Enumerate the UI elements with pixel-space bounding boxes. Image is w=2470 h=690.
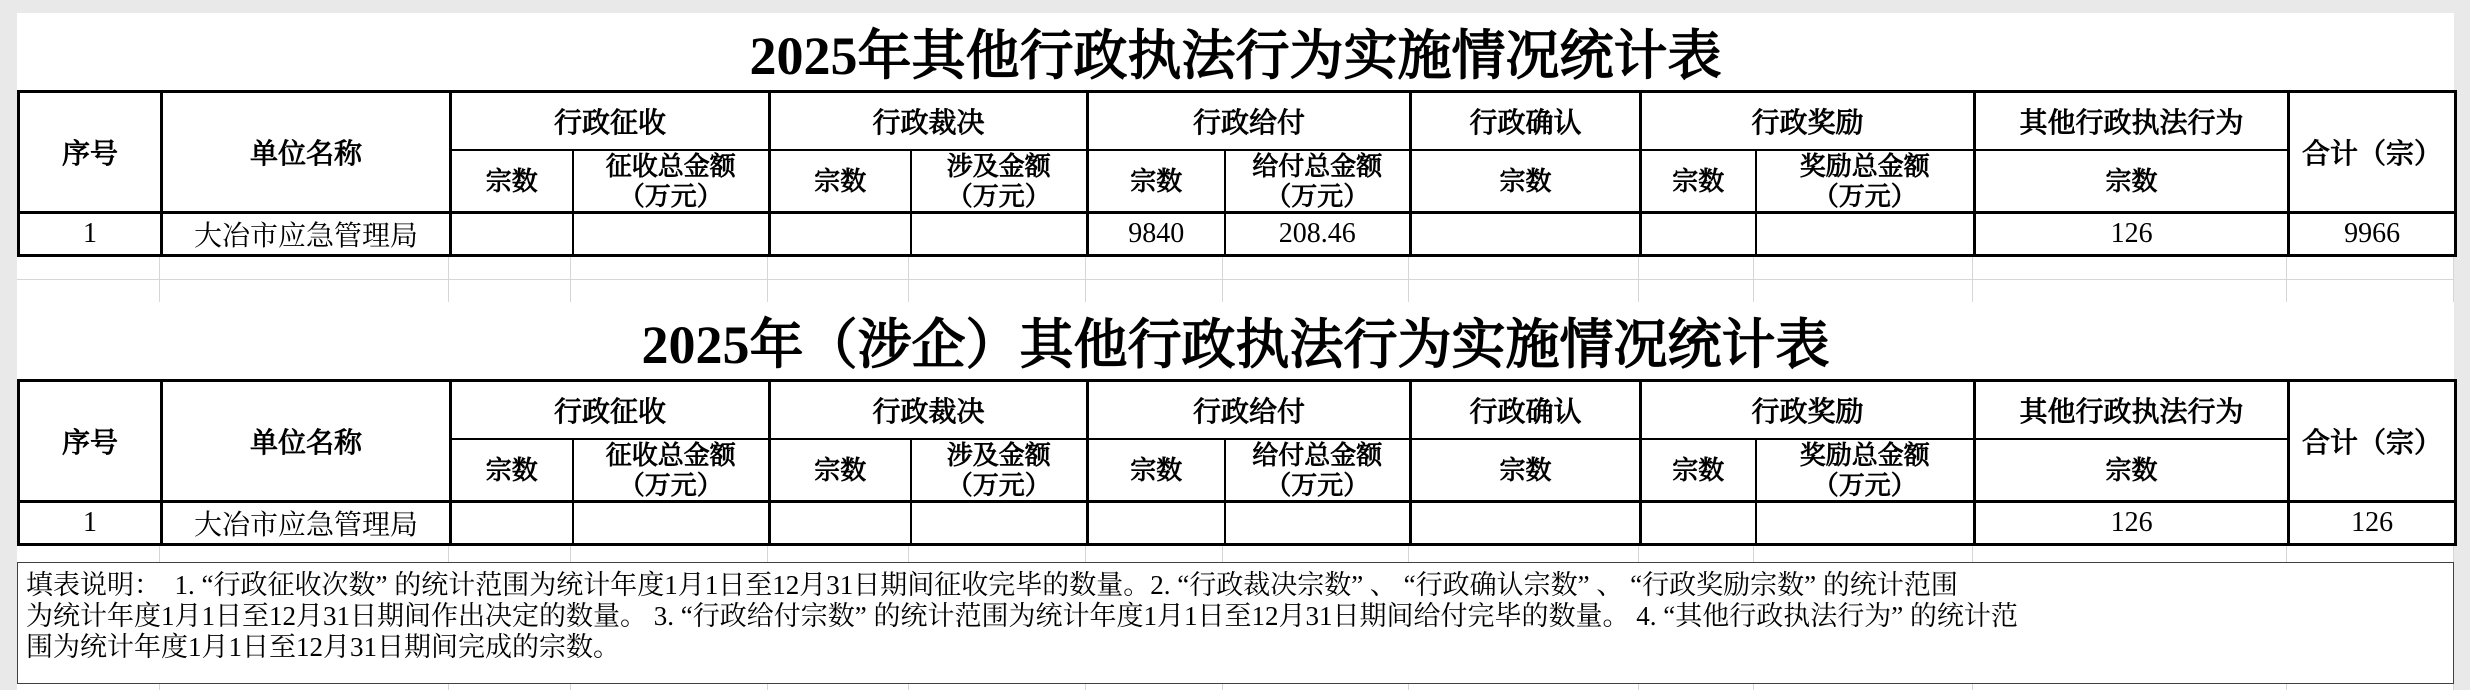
header-payment-amount: 给付总金额 （万元） bbox=[1225, 439, 1411, 502]
header-unit-name: 单位名称 bbox=[162, 381, 451, 502]
grid-gap bbox=[17, 280, 2454, 302]
cell-ruling-count bbox=[770, 502, 911, 545]
header-ruling-amount: 涉及金额 （万元） bbox=[911, 150, 1088, 213]
header-ruling-amount: 涉及金额 （万元） bbox=[911, 439, 1088, 502]
footnote-line: 围为统计年度1月1日至12月31日期间完成的宗数。 bbox=[26, 632, 620, 662]
header-payment-amount: 给付总金额 （万元） bbox=[1225, 150, 1411, 213]
header-group-reward: 行政奖励 bbox=[1641, 381, 1975, 440]
header-reward-count: 宗数 bbox=[1641, 150, 1756, 213]
footnote-line: 填表说明： 1. “行政征收次数” 的统计范围为统计年度1月1日至12月31日期间征收完毕的数量。2. “行政裁决宗数” 、 “行政确认宗数” 、 “行政奖励宗数” 的统计范围 bbox=[26, 570, 1958, 600]
cell-levy-count bbox=[451, 213, 573, 256]
grid-gap bbox=[17, 684, 2454, 690]
header-group-levy: 行政征收 bbox=[451, 381, 770, 440]
cell-payment-count bbox=[1088, 502, 1225, 545]
stat-table-1 bbox=[17, 90, 2457, 257]
header-ruling-count: 宗数 bbox=[770, 150, 911, 213]
cell-total: 126 bbox=[2289, 502, 2456, 545]
cell-reward-amount bbox=[1756, 502, 1975, 545]
header-group-payment: 行政给付 bbox=[1088, 92, 1411, 151]
cell-ruling-amount bbox=[911, 213, 1088, 256]
header-payment-count: 宗数 bbox=[1088, 439, 1225, 502]
grid-gap bbox=[17, 257, 2454, 280]
table1-title: 2025年其他行政执法行为实施情况统计表 bbox=[749, 26, 1722, 86]
cell-levy-amount bbox=[573, 213, 770, 256]
header-levy-amount: 征收总金额 （万元） bbox=[573, 150, 770, 213]
header-serial: 序号 bbox=[19, 92, 162, 213]
cell-confirmation-count bbox=[1411, 213, 1641, 256]
header-levy-amount: 征收总金额 （万元） bbox=[573, 439, 770, 502]
header-group-ruling: 行政裁决 bbox=[770, 92, 1088, 151]
cell-unit-name: 大冶市应急管理局 bbox=[162, 213, 451, 256]
header-confirmation-count: 宗数 bbox=[1411, 439, 1641, 502]
cell-total: 9966 bbox=[2289, 213, 2456, 256]
header-total: 合计（宗） bbox=[2289, 381, 2456, 502]
cell-confirmation-count bbox=[1411, 502, 1641, 545]
header-group-other-acts: 其他行政执法行为 bbox=[1975, 381, 2289, 440]
cell-levy-count bbox=[451, 502, 573, 545]
footnote-line: 为统计年度1月1日至12月31日期间作出决定的数量。 3. “行政给付宗数” 的统计范围为统计年度1月1日至12月31日期间给付完毕的数量。 4. “其他行政执法行为” 的统计范 bbox=[26, 601, 2018, 631]
header-total: 合计（宗） bbox=[2289, 92, 2456, 213]
cell-ruling-count bbox=[770, 213, 911, 256]
table2-title: 2025年（涉企）其他行政执法行为实施情况统计表 bbox=[641, 315, 1830, 375]
header-reward-amount: 奖励总金额 （万元） bbox=[1756, 439, 1975, 502]
header-group-payment: 行政给付 bbox=[1088, 381, 1411, 440]
header-other-count: 宗数 bbox=[1975, 439, 2289, 502]
cell-serial: 1 bbox=[19, 502, 162, 545]
cell-other-count: 126 bbox=[1975, 502, 2289, 545]
header-group-reward: 行政奖励 bbox=[1641, 92, 1975, 151]
table1-data-row bbox=[19, 213, 2456, 256]
table2-header-group-row bbox=[19, 381, 2456, 440]
cell-payment-amount bbox=[1225, 502, 1411, 545]
header-group-ruling: 行政裁决 bbox=[770, 381, 1088, 440]
header-levy-count: 宗数 bbox=[451, 150, 573, 213]
header-group-confirmation: 行政确认 bbox=[1411, 92, 1641, 151]
stat-table-2 bbox=[17, 379, 2457, 546]
grid-gap bbox=[17, 546, 2454, 562]
footnote-block bbox=[17, 562, 2454, 684]
header-group-other-acts: 其他行政执法行为 bbox=[1975, 92, 2289, 151]
header-confirmation-count: 宗数 bbox=[1411, 150, 1641, 213]
cell-reward-count bbox=[1641, 502, 1756, 545]
cell-payment-amount: 208.46 bbox=[1225, 213, 1411, 256]
header-levy-count: 宗数 bbox=[451, 439, 573, 502]
table1-header-group-row bbox=[19, 92, 2456, 151]
header-reward-count: 宗数 bbox=[1641, 439, 1756, 502]
header-ruling-count: 宗数 bbox=[770, 439, 911, 502]
table2-data-row bbox=[19, 502, 2456, 545]
header-group-confirmation: 行政确认 bbox=[1411, 381, 1641, 440]
cell-serial: 1 bbox=[19, 213, 162, 256]
header-unit-name: 单位名称 bbox=[162, 92, 451, 213]
cell-unit-name: 大冶市应急管理局 bbox=[162, 502, 451, 545]
cell-ruling-amount bbox=[911, 502, 1088, 545]
header-group-levy: 行政征收 bbox=[451, 92, 770, 151]
spreadsheet-sheet bbox=[17, 13, 2454, 690]
header-serial: 序号 bbox=[19, 381, 162, 502]
header-payment-count: 宗数 bbox=[1088, 150, 1225, 213]
cell-other-count: 126 bbox=[1975, 213, 2289, 256]
cell-levy-amount bbox=[573, 502, 770, 545]
cell-payment-count: 9840 bbox=[1088, 213, 1225, 256]
header-other-count: 宗数 bbox=[1975, 150, 2289, 213]
cell-reward-count bbox=[1641, 213, 1756, 256]
cell-reward-amount bbox=[1756, 213, 1975, 256]
header-reward-amount: 奖励总金额 （万元） bbox=[1756, 150, 1975, 213]
